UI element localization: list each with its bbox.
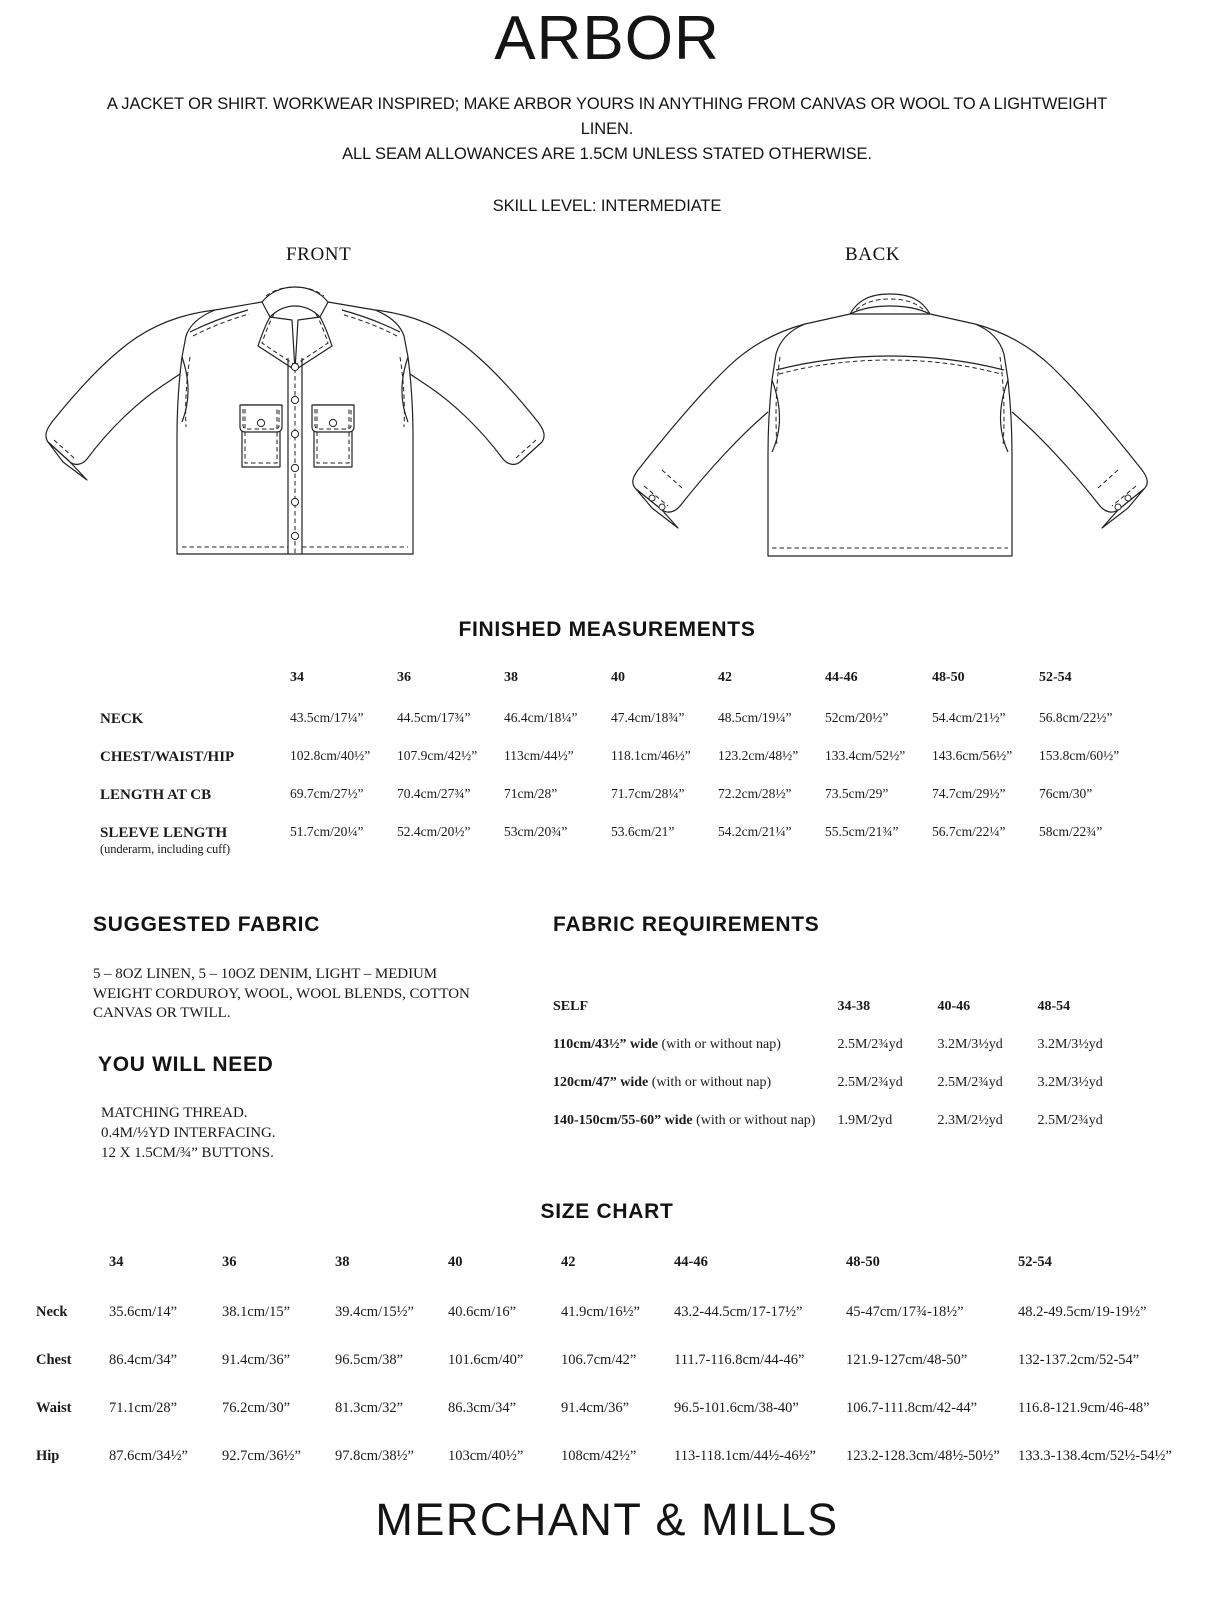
jacket-back-illustration [600,262,1180,577]
sc-cell: 133.3-138.4cm/52½-54½” [1018,1448,1172,1464]
sc-cell: 87.6cm/34½” [109,1448,188,1464]
back-view-label: BACK [845,244,901,266]
fm-cell: 47.4cm/18¾” [611,710,685,725]
fm-cell: 76cm/30” [1039,786,1093,801]
sc-cell: 123.2-128.3cm/48½-50½” [846,1448,1000,1464]
fm-cell: 123.2cm/48½” [718,748,799,763]
fabric-requirements-heading: FABRIC REQUIREMENTS [553,913,820,936]
list-item: 0.4M/½YD INTERFACING. [101,1124,276,1141]
fm-cell: 118.1cm/46½” [611,748,691,763]
fr-size-header: 40-46 [937,999,971,1014]
table-row [100,824,1146,862]
fm-cell: 143.6cm/56½” [932,748,1013,763]
fr-cell: 3.2M/3½yd [1037,1075,1103,1090]
page-title: ARBOR [494,4,720,73]
fr-cell: 2.3M/2½yd [937,1113,1003,1128]
intro-text [82,92,1132,167]
sc-cell: 96.5-101.6cm/38-40” [674,1400,799,1416]
sc-cell: 96.5cm/38” [335,1352,404,1368]
sc-cell: 48.2-49.5cm/19-19½” [1018,1304,1147,1320]
fm-size-header: 36 [397,670,411,685]
fm-size-header: 42 [718,670,732,685]
fr-row-label [553,1075,837,1113]
sc-size-header: 38 [335,1254,350,1270]
fm-cell: 74.7cm/29½” [932,786,1006,801]
fr-nap-text: (with or without nap) [696,1113,816,1128]
sc-size-header: 44-46 [674,1254,708,1270]
fm-row-sublabel: (underarm, including cuff) [100,842,231,856]
sc-cell: 41.9cm/16½” [561,1304,640,1320]
fr-cell: 2.5M/2¾yd [937,1075,1003,1090]
fm-row-label-text: LENGTH AT CB [100,787,212,803]
fr-nap-text: (with or without nap) [651,1075,772,1090]
fm-cell: 72.2cm/28½” [718,786,792,801]
fm-cell: 71.7cm/28¼” [611,786,685,801]
fm-cell: 53cm/20¾” [504,824,568,839]
fm-cell: 54.4cm/21½” [932,710,1006,725]
fm-cell: 58cm/22¾” [1039,824,1103,839]
fm-row-label [100,710,290,748]
sc-cell: 40.6cm/16” [448,1304,517,1320]
sc-row-label: Neck [36,1304,68,1320]
fm-cell: 133.4cm/52½” [825,748,906,763]
brand-logo-text: MERCHANT & MILLS [375,1494,839,1545]
skill-level-text: SKILL LEVEL: INTERMEDIATE [492,197,722,216]
sc-cell: 39.4cm/15½” [335,1304,414,1320]
table-row [553,1075,1137,1113]
fr-cell: 1.9M/2yd [837,1113,893,1128]
sc-cell: 106.7cm/42” [561,1352,637,1368]
table-row [100,748,1146,786]
fm-cell: 44.5cm/17¾” [397,710,471,725]
you-will-need-list [101,1104,518,1164]
size-chart-section [0,1200,1214,1496]
document-footer [0,1494,1214,1546]
table-header-row [553,999,1137,1037]
intro-line-1: A JACKET OR SHIRT. WORKWEAR INSPIRED; MAKE ARBOR YOURS IN ANYTHING FROM CANVAS OR WOOL TO A LIGHTWEIGHT LINEN. [106,95,1108,139]
fm-cell: 102.8cm/40½” [290,748,371,763]
fm-cell: 113cm/44½” [504,748,574,763]
sc-cell: 86.4cm/34” [109,1352,178,1368]
table-row [100,710,1146,748]
sc-cell: 35.6cm/14” [109,1304,178,1320]
finished-measurements-section [0,618,1214,862]
fr-size-header: 34-38 [837,999,871,1014]
sc-cell: 103cm/40½” [448,1448,524,1464]
fr-cell: 2.5M/2¾yd [837,1075,903,1090]
finished-measurements-table [100,670,1146,862]
fm-cell: 56.8cm/22½” [1039,710,1113,725]
sc-cell: 97.8cm/38½” [335,1448,414,1464]
fm-cell: 52.4cm/20½” [397,824,471,839]
fm-size-header: 48-50 [932,670,965,685]
document-header [0,0,1214,216]
sc-cell: 113-118.1cm/44½-46½” [674,1448,816,1464]
fr-cell: 3.2M/3½yd [937,1037,1003,1052]
fabric-requirements-table [553,999,1137,1151]
fm-cell: 69.7cm/27½” [290,786,364,801]
sc-cell: 92.7cm/36½” [222,1448,301,1464]
sc-cell: 106.7-111.8cm/42-44” [846,1400,978,1416]
fr-row-label [553,1113,837,1151]
fm-row-label [100,748,290,786]
fabric-requirements-section [553,913,1137,1151]
sc-cell: 121.9-127cm/48-50” [846,1352,968,1368]
sc-cell: 91.4cm/36” [222,1352,291,1368]
front-view-label: FRONT [286,244,352,266]
fm-row-label [100,824,290,862]
suggested-fabric-heading: SUGGESTED FABRIC [93,913,321,936]
suggested-fabric-text: 5 – 8OZ LINEN, 5 – 10OZ DENIM, LIGHT – MEDIUM WEIGHT CORDUROY, WOOL, WOOL BLENDS, COTTON CANVAS OR TWILL. [93,966,470,1021]
fm-size-header: 52-54 [1039,670,1072,685]
fm-row-label-text: CHEST/WAIST/HIP [100,749,235,765]
list-item: MATCHING THREAD. [101,1105,248,1121]
table-row [100,786,1146,824]
table-row [553,1037,1137,1075]
fm-cell: 46.4cm/18¼” [504,710,578,725]
you-will-need-heading: YOU WILL NEED [98,1053,274,1076]
fm-cell: 43.5cm/17¼” [290,710,364,725]
table-row [553,1113,1137,1151]
sc-cell: 108cm/42½” [561,1448,637,1464]
fr-cell: 3.2M/3½yd [1037,1037,1103,1052]
fm-size-header: 44-46 [825,670,858,685]
sc-size-header: 42 [561,1254,576,1270]
sc-cell: 71.1cm/28” [109,1400,178,1416]
fm-corner-cell [100,670,290,710]
sc-size-header: 40 [448,1254,463,1270]
fm-cell: 52cm/20½” [825,710,889,725]
suggested-fabric-section [93,913,513,1024]
sc-row-label: Hip [36,1448,60,1464]
sc-size-header: 52-54 [1018,1254,1052,1270]
fm-row-label-text: SLEEVE LENGTH [100,825,228,841]
fr-width-text: 140-150cm/55-60” wide [553,1113,693,1128]
fm-size-header: 38 [504,670,518,685]
technical-drawings [0,238,1214,583]
sc-row-label: Waist [36,1400,72,1416]
fr-nap-text: (with or without nap) [661,1037,781,1052]
sc-cell: 45-47cm/17¾-18½” [846,1304,964,1320]
fr-cell: 2.5M/2¾yd [837,1037,903,1052]
fm-size-header: 34 [290,670,304,685]
finished-measurements-heading: FINISHED MEASUREMENTS [458,618,756,641]
fr-size-header: 48-54 [1037,999,1071,1014]
fm-cell: 54.2cm/21¼” [718,824,792,839]
table-header-row [100,670,1146,710]
size-chart-table [36,1254,1190,1496]
table-header-row [36,1254,1190,1304]
sc-row-label: Chest [36,1352,72,1368]
fm-cell: 73.5cm/29” [825,786,889,801]
intro-line-2: ALL SEAM ALLOWANCES ARE 1.5CM UNLESS STATED OTHERWISE. [342,145,872,164]
sc-cell: 101.6cm/40” [448,1352,524,1368]
size-chart-heading: SIZE CHART [540,1200,674,1223]
sc-cell: 43.2-44.5cm/17-17½” [674,1304,803,1320]
sc-cell: 81.3cm/32” [335,1400,404,1416]
sc-size-header: 34 [109,1254,124,1270]
fm-size-header: 40 [611,670,625,685]
sc-cell: 38.1cm/15” [222,1304,291,1320]
sc-cell: 116.8-121.9cm/46-48” [1018,1400,1150,1416]
sc-cell: 86.3cm/34” [448,1400,517,1416]
fm-cell: 56.7cm/22¼” [932,824,1006,839]
sc-cell: 76.2cm/30” [222,1400,291,1416]
fm-cell: 153.8cm/60½” [1039,748,1120,763]
fm-cell: 55.5cm/21¾” [825,824,899,839]
fm-row-label [100,786,290,824]
fm-cell: 51.7cm/20¼” [290,824,364,839]
fm-cell: 53.6cm/21” [611,824,675,839]
fm-row-label-text: NECK [100,711,144,727]
table-row [36,1448,1190,1496]
list-item: 12 X 1.5CM/¾” BUTTONS. [101,1144,274,1161]
sc-size-header: 36 [222,1254,237,1270]
sc-cell: 111.7-116.8cm/44-46” [674,1352,805,1368]
fm-cell: 71cm/28” [504,786,558,801]
table-row [36,1352,1190,1400]
you-will-need-section [98,1053,518,1164]
fm-cell: 107.9cm/42½” [397,748,478,763]
table-row [36,1400,1190,1448]
sc-size-header: 48-50 [846,1254,880,1270]
sc-cell: 132-137.2cm/52-54” [1018,1352,1140,1368]
fr-cell: 2.5M/2¾yd [1037,1113,1103,1128]
fr-width-text: 120cm/47” wide [553,1075,649,1090]
table-row [36,1304,1190,1352]
fr-width-text: 110cm/43½” wide [553,1037,658,1052]
sc-corner-cell [36,1254,109,1304]
sc-cell: 91.4cm/36” [561,1400,630,1416]
fr-row-label [553,1037,837,1075]
fr-self-label: SELF [553,999,589,1014]
fm-cell: 70.4cm/27¾” [397,786,471,801]
jacket-front-illustration [30,262,560,577]
fm-cell: 48.5cm/19¼” [718,710,792,725]
